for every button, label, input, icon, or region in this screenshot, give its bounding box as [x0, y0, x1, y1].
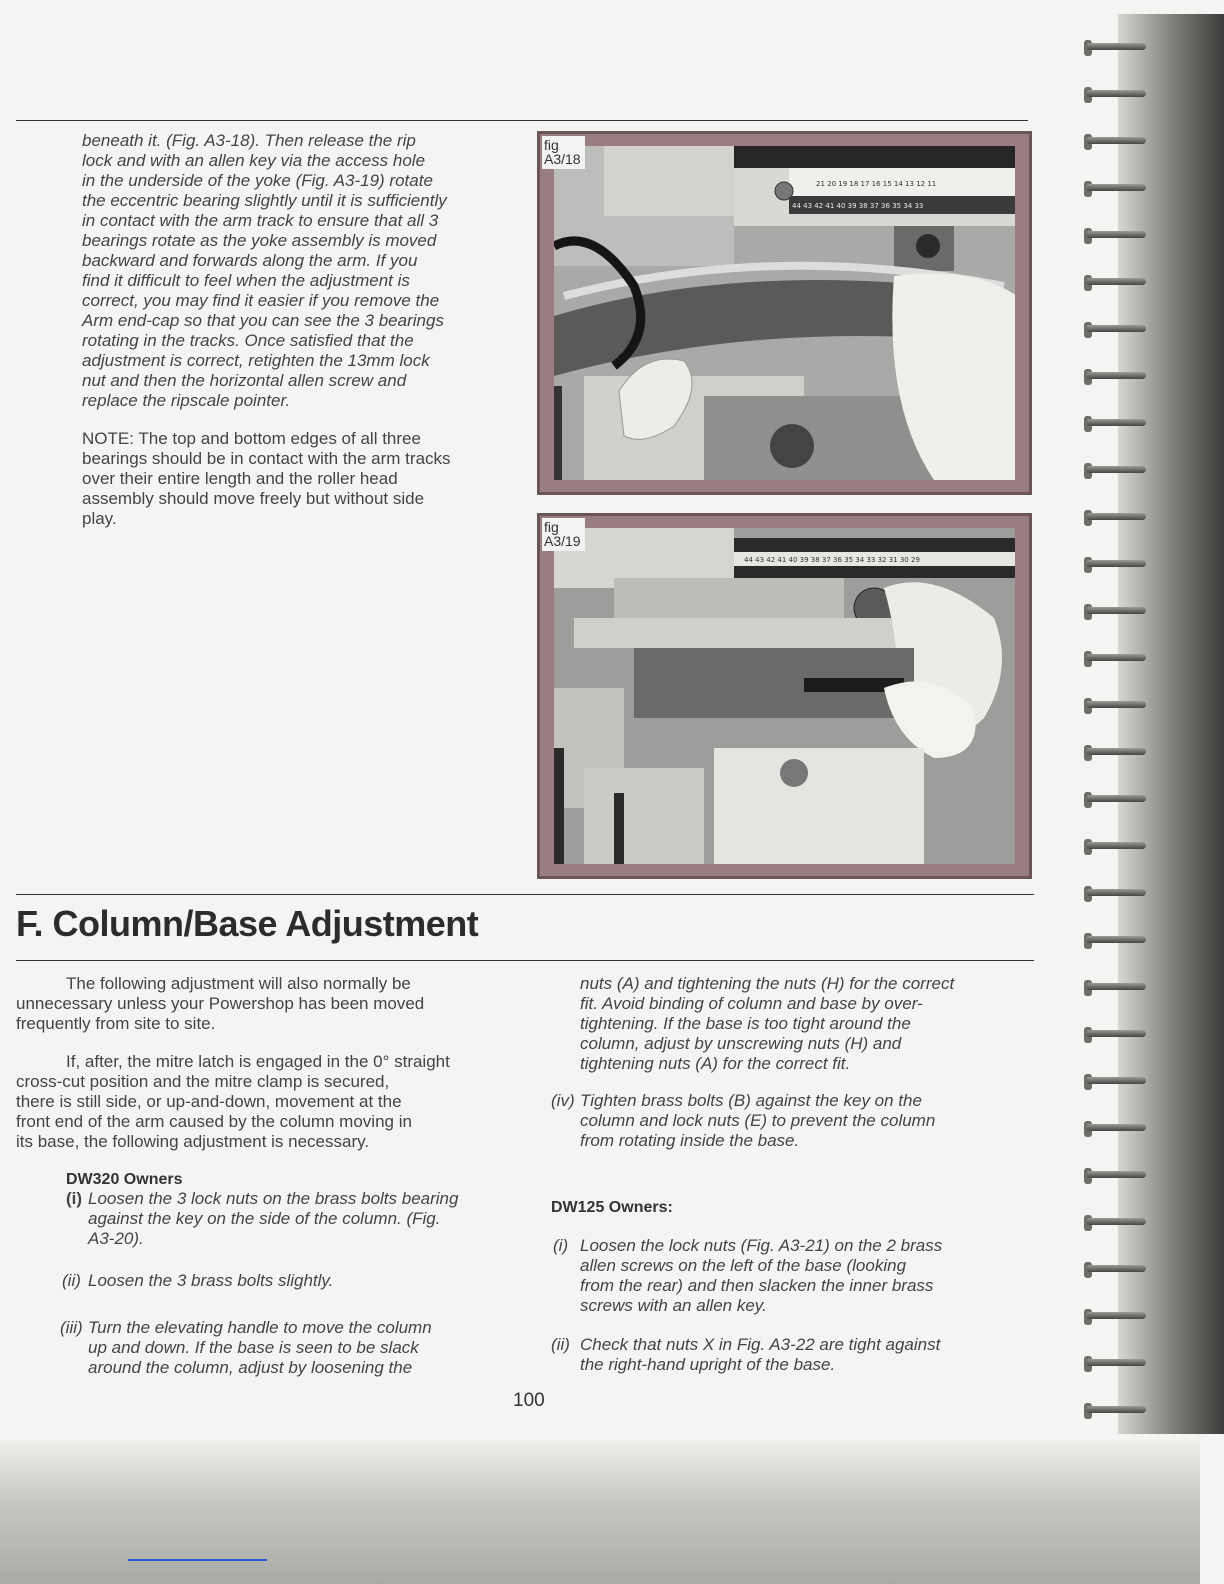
figure-label-a3-18: fig A3/18: [542, 136, 585, 169]
binding-coil: [1086, 510, 1148, 526]
binding-coil: [1086, 1027, 1148, 1043]
intro-paragraph-2: If, after, the mitre latch is engaged in the 0° straight cross-cut position and the mitre clamp is secured, there is still side, or up-and-down, movement at the front end of the arm caused by the column moving in its base, the following adjustment is necessary.: [16, 1052, 450, 1151]
scan-shadow: [0, 1440, 1200, 1584]
figure-a3-19: [537, 513, 1032, 879]
binding-coil: [1086, 87, 1148, 103]
coil-wire: [1086, 936, 1146, 943]
coil-wire: [1086, 137, 1146, 144]
coil-wire: [1086, 90, 1146, 97]
svg-text:44 43 42 41 40 39 38 37: 44 43 42 41 40 39 38 37 36 35 34 33: [792, 202, 924, 210]
dw125-heading: DW125 Owners:: [551, 1199, 673, 1216]
coil-wire: [1086, 1171, 1146, 1178]
page-number: 100: [513, 1390, 545, 1411]
coil-wire: [1086, 1218, 1146, 1225]
coil-wire: [1086, 560, 1146, 567]
figure-label-a3-19: fig A3/19: [542, 518, 585, 551]
binding-coil: [1086, 557, 1148, 573]
dw125-item-2: (ii) Check that nuts X in Fig. A3-22 are tight against the right-hand upright of the base.: [551, 1335, 941, 1374]
binding-coil: [1086, 1121, 1148, 1137]
coil-wire: [1086, 278, 1146, 285]
photo-illustration-a3-18: [554, 146, 1015, 480]
binding-coil: [1086, 651, 1148, 667]
section-rule-top: [16, 894, 1034, 895]
coil-wire: [1086, 795, 1146, 802]
coil-wire: [1086, 231, 1146, 238]
coil-wire: [1086, 889, 1146, 896]
coil-wire: [1086, 1406, 1146, 1413]
binding-coil: [1086, 698, 1148, 714]
paragraph-bearing-adjustment: beneath it. (Fig. A3-18). Then release the rip lock and with an allen key via the access hole in the underside of the yoke (Fig. A3-19) rotate the eccentric bearing slightly until it is sufficiently in contact with the arm track to ensure that all 3 bearings rotate as the yoke assembly is moved backward and forwards along the arm. If you find it difficult to feel when the adjustment is correct, you may find it easier if you remove the Arm end-cap so that you can see the 3 bearings rotating in the tracks. Once satisfied that the adjustment is correct, retighten the 13mm lock nut and then the horizontal allen screw and replace the ripscale pointer.: [82, 131, 447, 410]
binding-coil: [1086, 1215, 1148, 1231]
binding-coil: [1086, 416, 1148, 432]
coil-wire: [1086, 513, 1146, 520]
coil-wire: [1086, 184, 1146, 191]
dw320-item-1: (i) Loosen the 3 lock nuts on the brass bolts bearing against the key on the side of the column. (Fig. A3-20).: [66, 1189, 459, 1248]
binding-coil: [1086, 275, 1148, 291]
coil-wire: [1086, 466, 1146, 473]
coil-wire: [1086, 325, 1146, 332]
coil-wire: [1086, 983, 1146, 990]
binding-coil: [1086, 369, 1148, 385]
top-rule: [16, 120, 1028, 121]
binding-coil: [1086, 40, 1148, 56]
dw320-heading: DW320 Owners: [66, 1171, 183, 1188]
dw320-item-3: (iii) Turn the elevating handle to move the column up and down. If the base is seen to be slack around the column, adjust by loosening the: [60, 1318, 432, 1377]
svg-text:44 43 42 41 40 39 38 37: 44 43 42 41 40 39 38 37 36 35 34 33 32 31 30 29: [744, 556, 920, 564]
photo-a3-18: [554, 146, 1015, 480]
binding-coil: [1086, 1074, 1148, 1090]
binding-coil: [1086, 839, 1148, 855]
binding-coil: [1086, 228, 1148, 244]
coil-wire: [1086, 1359, 1146, 1366]
binding-coil: [1086, 1356, 1148, 1372]
binding-coil: [1086, 181, 1148, 197]
coil-wire: [1086, 654, 1146, 661]
figure-a3-18: [537, 131, 1032, 495]
coil-wire: [1086, 1124, 1146, 1131]
coil-wire: [1086, 419, 1146, 426]
binding-coil: [1086, 1309, 1148, 1325]
binding-coil: [1086, 980, 1148, 996]
coil-wire: [1086, 842, 1146, 849]
binding-coil: [1086, 886, 1148, 902]
binding-coil: [1086, 792, 1148, 808]
section-rule-bottom: [16, 960, 1034, 961]
photo-illustration-a3-19: [554, 528, 1015, 864]
binding-coil: [1086, 322, 1148, 338]
coil-wire: [1086, 748, 1146, 755]
dw320-item-2: (ii) Loosen the 3 brass bolts slightly.: [62, 1271, 334, 1290]
selection-underline: [128, 1559, 267, 1561]
binding-coil: [1086, 134, 1148, 150]
coil-wire: [1086, 1030, 1146, 1037]
section-heading: F. Column/Base Adjustment: [16, 903, 479, 944]
binding-coil: [1086, 1168, 1148, 1184]
item-iv: (iv) Tighten brass bolts (B) against the key on the column and lock nuts (E) to prevent the column from rotating inside the base.: [551, 1091, 936, 1150]
note-paragraph: NOTE: The top and bottom edges of all three bearings should be in contact with the arm tracks over their entire length and the roller head assembly should move freely but without side play.: [82, 429, 451, 528]
coil-wire: [1086, 43, 1146, 50]
binding-coil: [1086, 1403, 1148, 1419]
dw125-item-1: (i) Loosen the lock nuts (Fig. A3-21) on the 2 brass allen screws on the left of the base (looking from the rear) and then slacken the inner brass screws with an allen key.: [553, 1236, 943, 1315]
binding-coil: [1086, 604, 1148, 620]
photo-a3-19: [554, 528, 1015, 864]
intro-paragraph-1: The following adjustment will also normally be unnecessary unless your Powershop has been moved frequently from site to site.: [16, 974, 425, 1033]
coil-wire: [1086, 607, 1146, 614]
binding-coil: [1086, 463, 1148, 479]
coil-wire: [1086, 701, 1146, 708]
binding-coil: [1086, 933, 1148, 949]
coil-wire: [1086, 372, 1146, 379]
binding-coil: [1086, 745, 1148, 761]
svg-text:21 20 19 18 17 16 15 14: 21 20 19 18 17 16 15 14 13 12 11: [816, 180, 937, 188]
continued-text: nuts (A) and tightening the nuts (H) for the correct fit. Avoid binding of column and base by over- tightening. If the base is too tight around the column, adjust by unscrewing nuts (H) and tightening nuts (A) for the correct fit.: [580, 974, 955, 1073]
coil-wire: [1086, 1077, 1146, 1084]
coil-wire: [1086, 1312, 1146, 1319]
binding-coil: [1086, 1262, 1148, 1278]
coil-wire: [1086, 1265, 1146, 1272]
